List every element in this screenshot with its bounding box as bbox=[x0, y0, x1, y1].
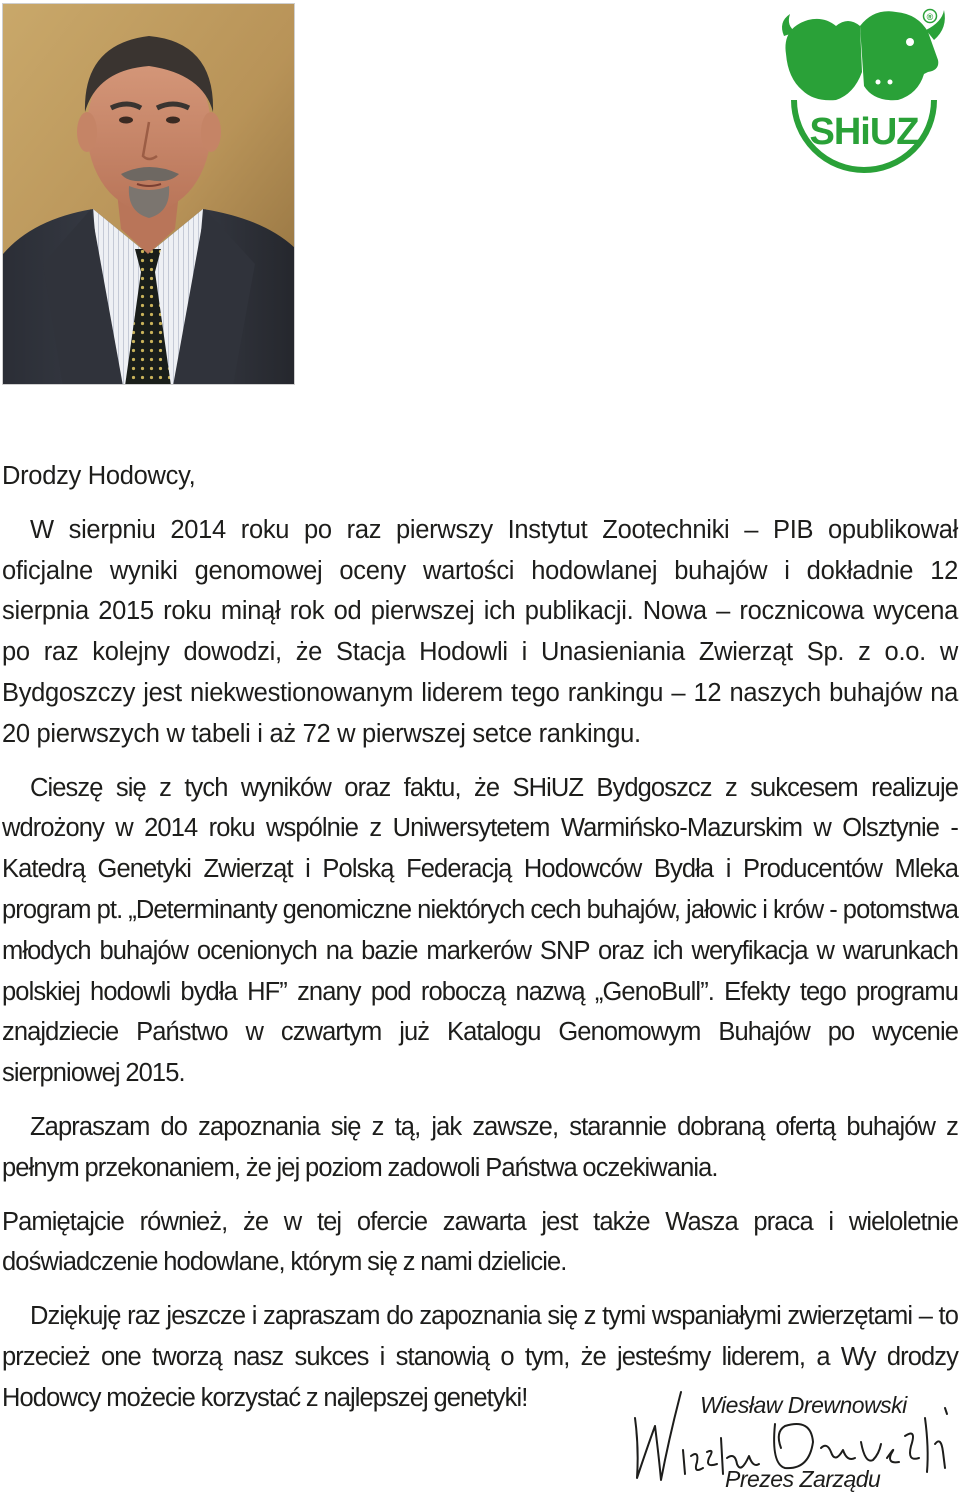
registered-mark: ® bbox=[926, 12, 934, 22]
signature-role: Prezes Zarządu bbox=[725, 1466, 881, 1492]
signature-block bbox=[625, 1378, 955, 1496]
bull-cow-heads-icon bbox=[782, 10, 945, 100]
letter-paragraph: Pamiętajcie również, że w tej ofercie zawarta jest także Wasza praca i wieloletnie doświadczenie hodowlane, którym się z nami dzielicie. bbox=[2, 1207, 958, 1277]
letter-paragraph: Cieszę się z tych wyników oraz faktu, że SHiUZ Bydgoszcz z sukcesem realizuje wdrożony w 2014 roku wspólnie z Uniwersytetem Warmińsko-Mazurskim w Olsztynie - Katedrą Genetyki Zwierząt i Polską Federacją Hodowców Bydła i Producentów Mleka program pt. „Determinanty genomiczne niektórych cech buhajów, jałowic i krów - potomstwa młodych buhajów ocenionych na bazie markerów SNP oraz ich weryfikacja w warunkach polskiej hodowli bydła HF” znany pod roboczą nazwą „GenoBull”. Efekty tego programu znajdziecie Państwo w czwartym już Katalogu Genomowym Buhajów po wycenie sierpniowej 2015. bbox=[2, 773, 958, 1088]
letter-greeting: Drodzy Hodowcy, bbox=[2, 462, 196, 490]
letter-paragraph: Zapraszam do zapoznania się z tą, jak zawsze, starannie dobraną ofertą buhajów z pełnym przekonaniem, że jej poziom zadowoli Państwa oczekiwania. bbox=[2, 1112, 958, 1182]
signature-name: Wiesław Drewnowski bbox=[700, 1392, 907, 1418]
shiuz-logo bbox=[778, 2, 948, 192]
letter-paragraph: Dziękuję raz jeszcze i zapraszam do zapoznania się z tymi wspaniałymi zwierzętami – to przecież one tworzą nasz sukces i stanowią o tym, że jesteśmy liderem, a Wy drodzy Hodowcy możecie korzystać z najlepszej genetyki! bbox=[2, 1302, 958, 1412]
logo-text: SHiUZ bbox=[809, 111, 919, 153]
letter-body bbox=[2, 456, 958, 1432]
letter-paragraph: W sierpniu 2014 roku po raz pierwszy Instytut Zootechniki – PIB opublikował oficjalne wyniki genomowej oceny wartości hodowlanej buhajów i dokładnie 12 sierpnia 2015 roku minął rok od pierwszej ich publikacji. Nowa – rocznicowa wycena po raz kolejny dowodzi, że Stacja Hodowli i Unasieniania Zwierząt Sp. z o.o. w Bydgoszczy jest niekwestionowanym liderem tego rankingu – 12 naszych buhajów na 20 pierwszych w tabeli i aż 72 w pierwszej setce rankingu. bbox=[2, 515, 958, 748]
portrait-photo bbox=[2, 3, 295, 385]
